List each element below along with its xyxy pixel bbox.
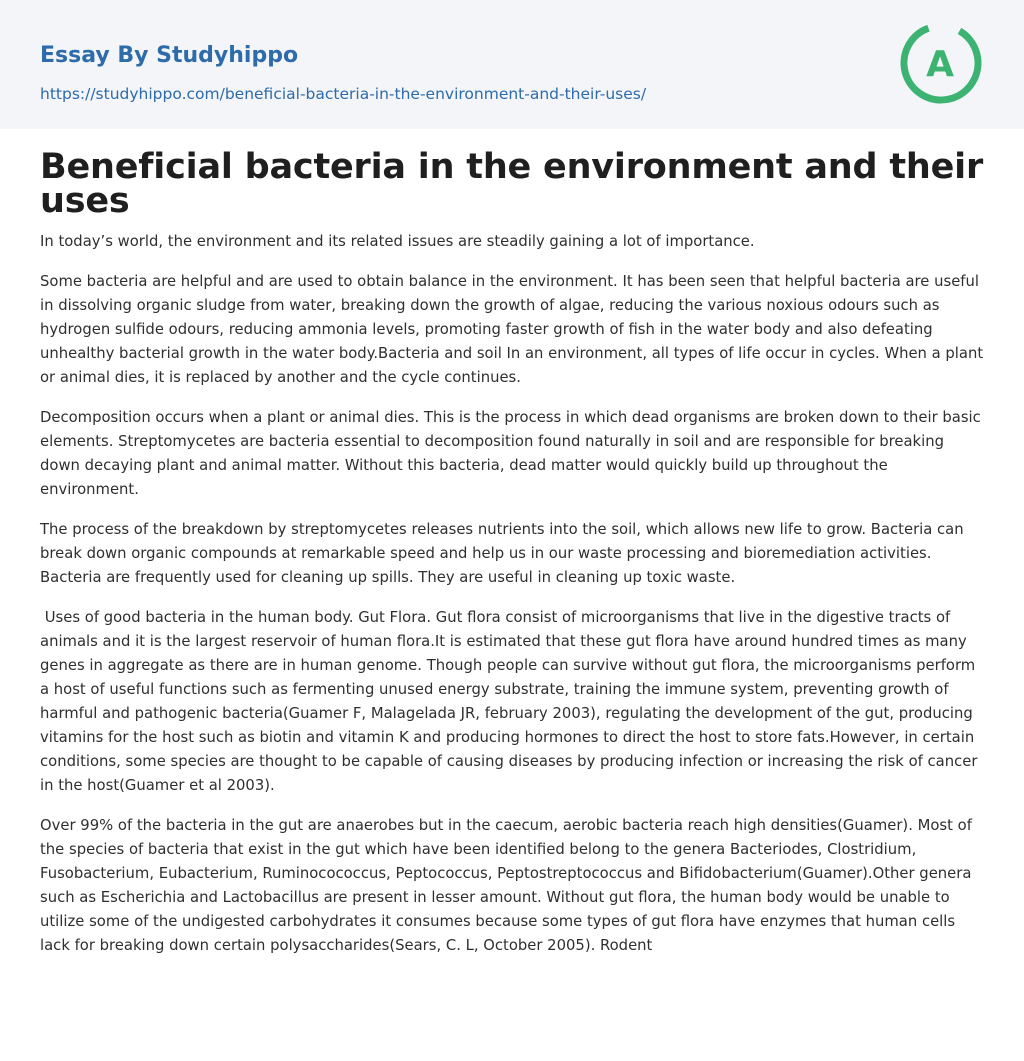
- essay-content: [40, 147, 988, 974]
- source-url-link[interactable]: https://studyhippo.com/beneficial-bacteria-in-the-environment-and-their-uses/: [40, 85, 647, 103]
- essay-paragraph: Decomposition occurs when a plant or animal dies. This is the process in which dead organisms are broken down to their basic elements. Streptomycetes are bacteria essential to decomposition found naturally in soil and are responsible for breaking down decaying plant and animal matter. Without this bacteria, dead matter would quickly build up throughout the environment.: [40, 409, 986, 498]
- essay-body: [40, 230, 988, 958]
- essay-title: Beneficial bacteria in the environment and their uses: [40, 147, 984, 221]
- site-title: Essay By Studyhippo: [40, 43, 299, 68]
- essay-paragraph: In today’s world, the environment and its related issues are steadily gaining a lot of importance.: [40, 233, 755, 250]
- essay-paragraph: Uses of good bacteria in the human body. Gut Flora. Gut flora consist of microorganisms that live in the digestive tracts of animals and it is the largest reservoir of human flora.It is estimated that these gut flora have around hundred times as many genes in aggregate as there are in human genome. Though people can survive without gut flora, the microorganisms perform a host of useful functions such as fermenting unused energy substrate, training the immune system, preventing growth of harmful and pathogenic bacteria(Guamer F, Malagelada JR, february 2003), regulating the development of the gut, producing vitamins for the host such as biotin and vitamin K and producing hormones to direct the host to store fats.However, in certain conditions, some species are thought to be capable of causing diseases by producing infection or increasing the risk of cancer in the host(Guamer et al 2003).: [40, 609, 983, 794]
- studyhippo-logo-icon[interactable]: [897, 20, 985, 106]
- logo-letter: A: [926, 44, 954, 85]
- essay-paragraph: Over 99% of the bacteria in the gut are anaerobes but in the caecum, aerobic bacteria reach high densities(Guamer). Most of the species of bacteria that exist in the gut which have been identified belong to the genera Bacteriodes, Clostridium, Fusobacterium, Eubacterium, Ruminocococcus, Peptococcus, Peptostreptococcus and Bifidobacterium(Guamer).Other genera such as Escherichia and Lactobacillus are present in lesser amount. Without gut flora, the human body would be unable to utilize some of the undigested carbohydrates it consumes because some types of gut flora have enzymes that human cells lack for breaking down certain polysaccharides(Sears, C. L, October 2005). Rodent: [40, 817, 977, 954]
- page-header: [0, 0, 1024, 129]
- essay-paragraph: The process of the breakdown by streptomycetes releases nutrients into the soil, which allows new life to grow. Bacteria can break down organic compounds at remarkable speed and help us in our waste processing and bioremediation activities. Bacteria are frequently used for cleaning up spills. They are useful in cleaning up toxic waste.: [40, 521, 969, 586]
- essay-paragraph: Some bacteria are helpful and are used to obtain balance in the environment. It has been seen that helpful bacteria are useful in dissolving organic sludge from water, breaking down the growth of algae, reducing the various noxious odours such as hydrogen sulfide odours, reducing ammonia levels, promoting faster growth of fish in the water body and also defeating unhealthy bacterial growth in the water body.Bacteria and soil In an environment, all types of life occur in cycles. When a plant or animal dies, it is replaced by another and the cycle continues.: [40, 273, 988, 386]
